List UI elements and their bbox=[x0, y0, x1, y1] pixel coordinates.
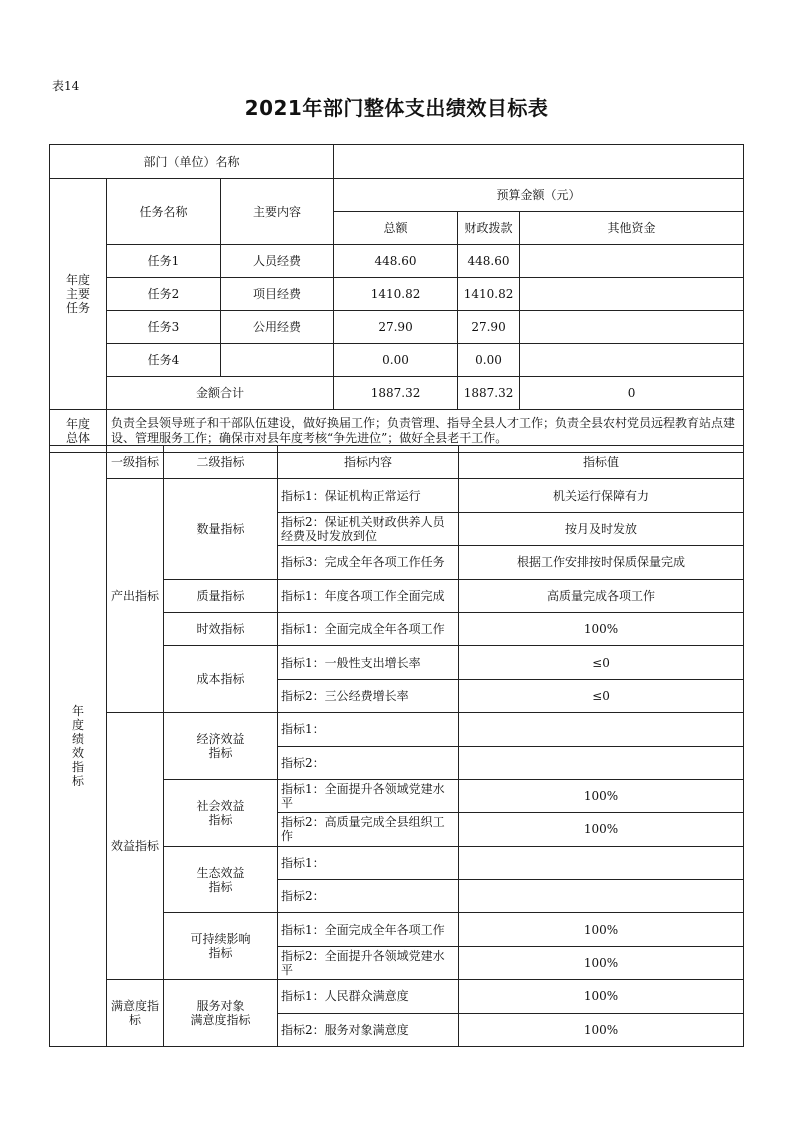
header-content: 指标内容 bbox=[278, 446, 459, 479]
indicator-value: 100% bbox=[459, 813, 744, 846]
indicator-value: 100% bbox=[459, 612, 744, 645]
indicator-content: 指标1：一般性支出增长率 bbox=[278, 646, 459, 679]
table-row bbox=[50, 344, 744, 377]
header-other: 其他资金 bbox=[520, 212, 744, 245]
quality-label: 质量指标 bbox=[164, 579, 278, 612]
header-budget: 预算金额（元） bbox=[334, 179, 744, 212]
task-total: 448.60 bbox=[334, 245, 458, 278]
task-fiscal: 1410.82 bbox=[458, 278, 520, 311]
table-row bbox=[50, 980, 744, 1013]
social-label: 社会效益 指标 bbox=[164, 779, 278, 846]
output-label: 产出指标 bbox=[107, 479, 164, 713]
indicator-value bbox=[459, 746, 744, 779]
task-header-row bbox=[50, 179, 744, 212]
economic-label: 经济效益 指标 bbox=[164, 713, 278, 780]
task-name: 任务4 bbox=[107, 344, 221, 377]
task-other bbox=[520, 278, 744, 311]
task-fiscal: 27.90 bbox=[458, 311, 520, 344]
timeliness-label: 时效指标 bbox=[164, 612, 278, 645]
sum-row bbox=[50, 377, 744, 410]
page-title: 2021年部门整体支出绩效目标表 bbox=[244, 96, 549, 120]
task-total: 27.90 bbox=[334, 311, 458, 344]
indicator-value bbox=[459, 880, 744, 913]
dept-label: 部门（单位）名称 bbox=[50, 145, 334, 179]
sum-total: 1887.32 bbox=[334, 377, 458, 410]
indicator-content: 指标1：全面完成全年各项工作 bbox=[278, 913, 459, 946]
indicator-content: 指标2： bbox=[278, 746, 459, 779]
dept-value bbox=[334, 145, 744, 179]
indicator-content: 指标2：服务对象满意度 bbox=[278, 1013, 459, 1046]
task-fiscal: 0.00 bbox=[458, 344, 520, 377]
dept-row bbox=[50, 145, 744, 179]
indicator-value: 根据工作安排按时保质保量完成 bbox=[459, 546, 744, 579]
header-value: 指标值 bbox=[459, 446, 744, 479]
quantity-label: 数量指标 bbox=[164, 479, 278, 579]
indicator-value: 100% bbox=[459, 946, 744, 979]
indicator-content: 指标2：高质量完成全县组织工作 bbox=[278, 813, 459, 846]
benefit-label: 效益指标 bbox=[107, 713, 164, 980]
task-fiscal: 448.60 bbox=[458, 245, 520, 278]
indicator-content: 指标3：完成全年各项工作任务 bbox=[278, 546, 459, 579]
indicator-value bbox=[459, 713, 744, 746]
table-row bbox=[50, 713, 744, 746]
budget-table bbox=[49, 144, 744, 453]
header-total: 总额 bbox=[334, 212, 458, 245]
table-row bbox=[50, 245, 744, 278]
table-number: 表14 bbox=[52, 79, 80, 93]
ecological-label: 生态效益 指标 bbox=[164, 846, 278, 913]
indicator-content: 指标1： bbox=[278, 846, 459, 879]
sum-fiscal: 1887.32 bbox=[458, 377, 520, 410]
task-content: 公用经费 bbox=[221, 311, 334, 344]
task-other bbox=[520, 245, 744, 278]
indicator-content: 指标1：全面提升各领域党建水平 bbox=[278, 779, 459, 812]
header-level2: 二级指标 bbox=[164, 446, 278, 479]
task-name: 任务3 bbox=[107, 311, 221, 344]
header-main-content: 主要内容 bbox=[221, 179, 334, 245]
indicator-value bbox=[459, 846, 744, 879]
indicator-content: 指标1： bbox=[278, 713, 459, 746]
task-total: 0.00 bbox=[334, 344, 458, 377]
indicators-label: 年 度 绩 效 指 标 bbox=[50, 446, 107, 1047]
indicator-content: 指标1：年度各项工作全面完成 bbox=[278, 579, 459, 612]
header-fiscal: 财政拨款 bbox=[458, 212, 520, 245]
indicator-value: 100% bbox=[459, 980, 744, 1013]
indicator-value: 高质量完成各项工作 bbox=[459, 579, 744, 612]
indicator-content: 指标2：保证机关财政供养人员经费及时发放到位 bbox=[278, 512, 459, 545]
indicator-table bbox=[49, 445, 744, 1047]
indicator-value: ≤0 bbox=[459, 646, 744, 679]
overall-goal-text: 负责全县领导班子和干部队伍建设，做好换届工作；负责管理、指导全县人才工作；负责全县农村党员远程教育站点建设、管理服务工作；确保市对县年度考核“争先进位”；做好全县老干工作。 bbox=[107, 410, 744, 453]
task-other bbox=[520, 344, 744, 377]
indicator-content: 指标1：全面完成全年各项工作 bbox=[278, 612, 459, 645]
task-content: 人员经费 bbox=[221, 245, 334, 278]
indicator-value: 100% bbox=[459, 1013, 744, 1046]
task-name: 任务2 bbox=[107, 278, 221, 311]
annual-tasks-label: 年度 主要 任务 bbox=[50, 179, 107, 410]
sum-other: 0 bbox=[520, 377, 744, 410]
table-row bbox=[50, 479, 744, 512]
indicator-content: 指标1：保证机构正常运行 bbox=[278, 479, 459, 512]
header-task-name: 任务名称 bbox=[107, 179, 221, 245]
indicator-content: 指标2：全面提升各领域党建水平 bbox=[278, 946, 459, 979]
sum-label: 金额合计 bbox=[107, 377, 334, 410]
task-other bbox=[520, 311, 744, 344]
service-satisfaction-label: 服务对象 满意度指标 bbox=[164, 980, 278, 1047]
task-total: 1410.82 bbox=[334, 278, 458, 311]
task-content bbox=[221, 344, 334, 377]
task-content: 项目经费 bbox=[221, 278, 334, 311]
indicator-value: 100% bbox=[459, 779, 744, 812]
table-row bbox=[50, 311, 744, 344]
indicator-value: 机关运行保障有力 bbox=[459, 479, 744, 512]
satisfaction-label: 满意度指 标 bbox=[107, 980, 164, 1047]
header-level1: 一级指标 bbox=[107, 446, 164, 479]
overall-goal-label: 年度 总体 bbox=[50, 410, 107, 453]
cost-label: 成本指标 bbox=[164, 646, 278, 713]
indicator-value: ≤0 bbox=[459, 679, 744, 712]
indicator-content: 指标2：三公经费增长率 bbox=[278, 679, 459, 712]
indicator-content: 指标1：人民群众满意度 bbox=[278, 980, 459, 1013]
task-name: 任务1 bbox=[107, 245, 221, 278]
indicator-value: 100% bbox=[459, 913, 744, 946]
indicator-header-row bbox=[50, 446, 744, 479]
indicator-content: 指标2： bbox=[278, 880, 459, 913]
indicator-value: 按月及时发放 bbox=[459, 512, 744, 545]
table-row bbox=[50, 278, 744, 311]
sustainable-label: 可持续影响 指标 bbox=[164, 913, 278, 980]
